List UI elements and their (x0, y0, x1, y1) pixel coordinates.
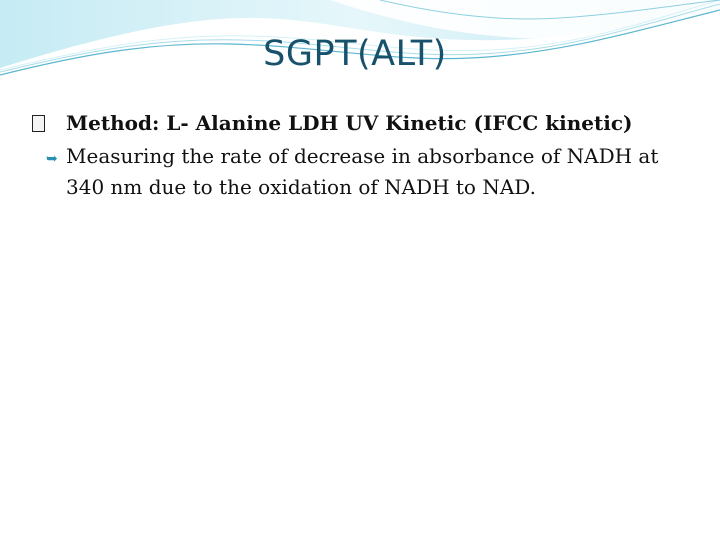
arrow-bullet-icon: ➥ (46, 151, 58, 167)
bullet-item-method (32, 108, 672, 139)
missing-glyph-bullet-icon (32, 108, 66, 141)
slide-title: SGPT(ALT) (263, 34, 447, 74)
slide-body (32, 108, 672, 205)
method-text: Method: L- Alanine LDH UV Kinetic (IFCC kinetic) (66, 111, 633, 135)
bullet-item-measuring (32, 141, 672, 203)
measuring-text: Measuring the rate of decrease in absorbance of NADH at 340 nm due to the oxidation of NADH to NAD. (66, 144, 659, 199)
